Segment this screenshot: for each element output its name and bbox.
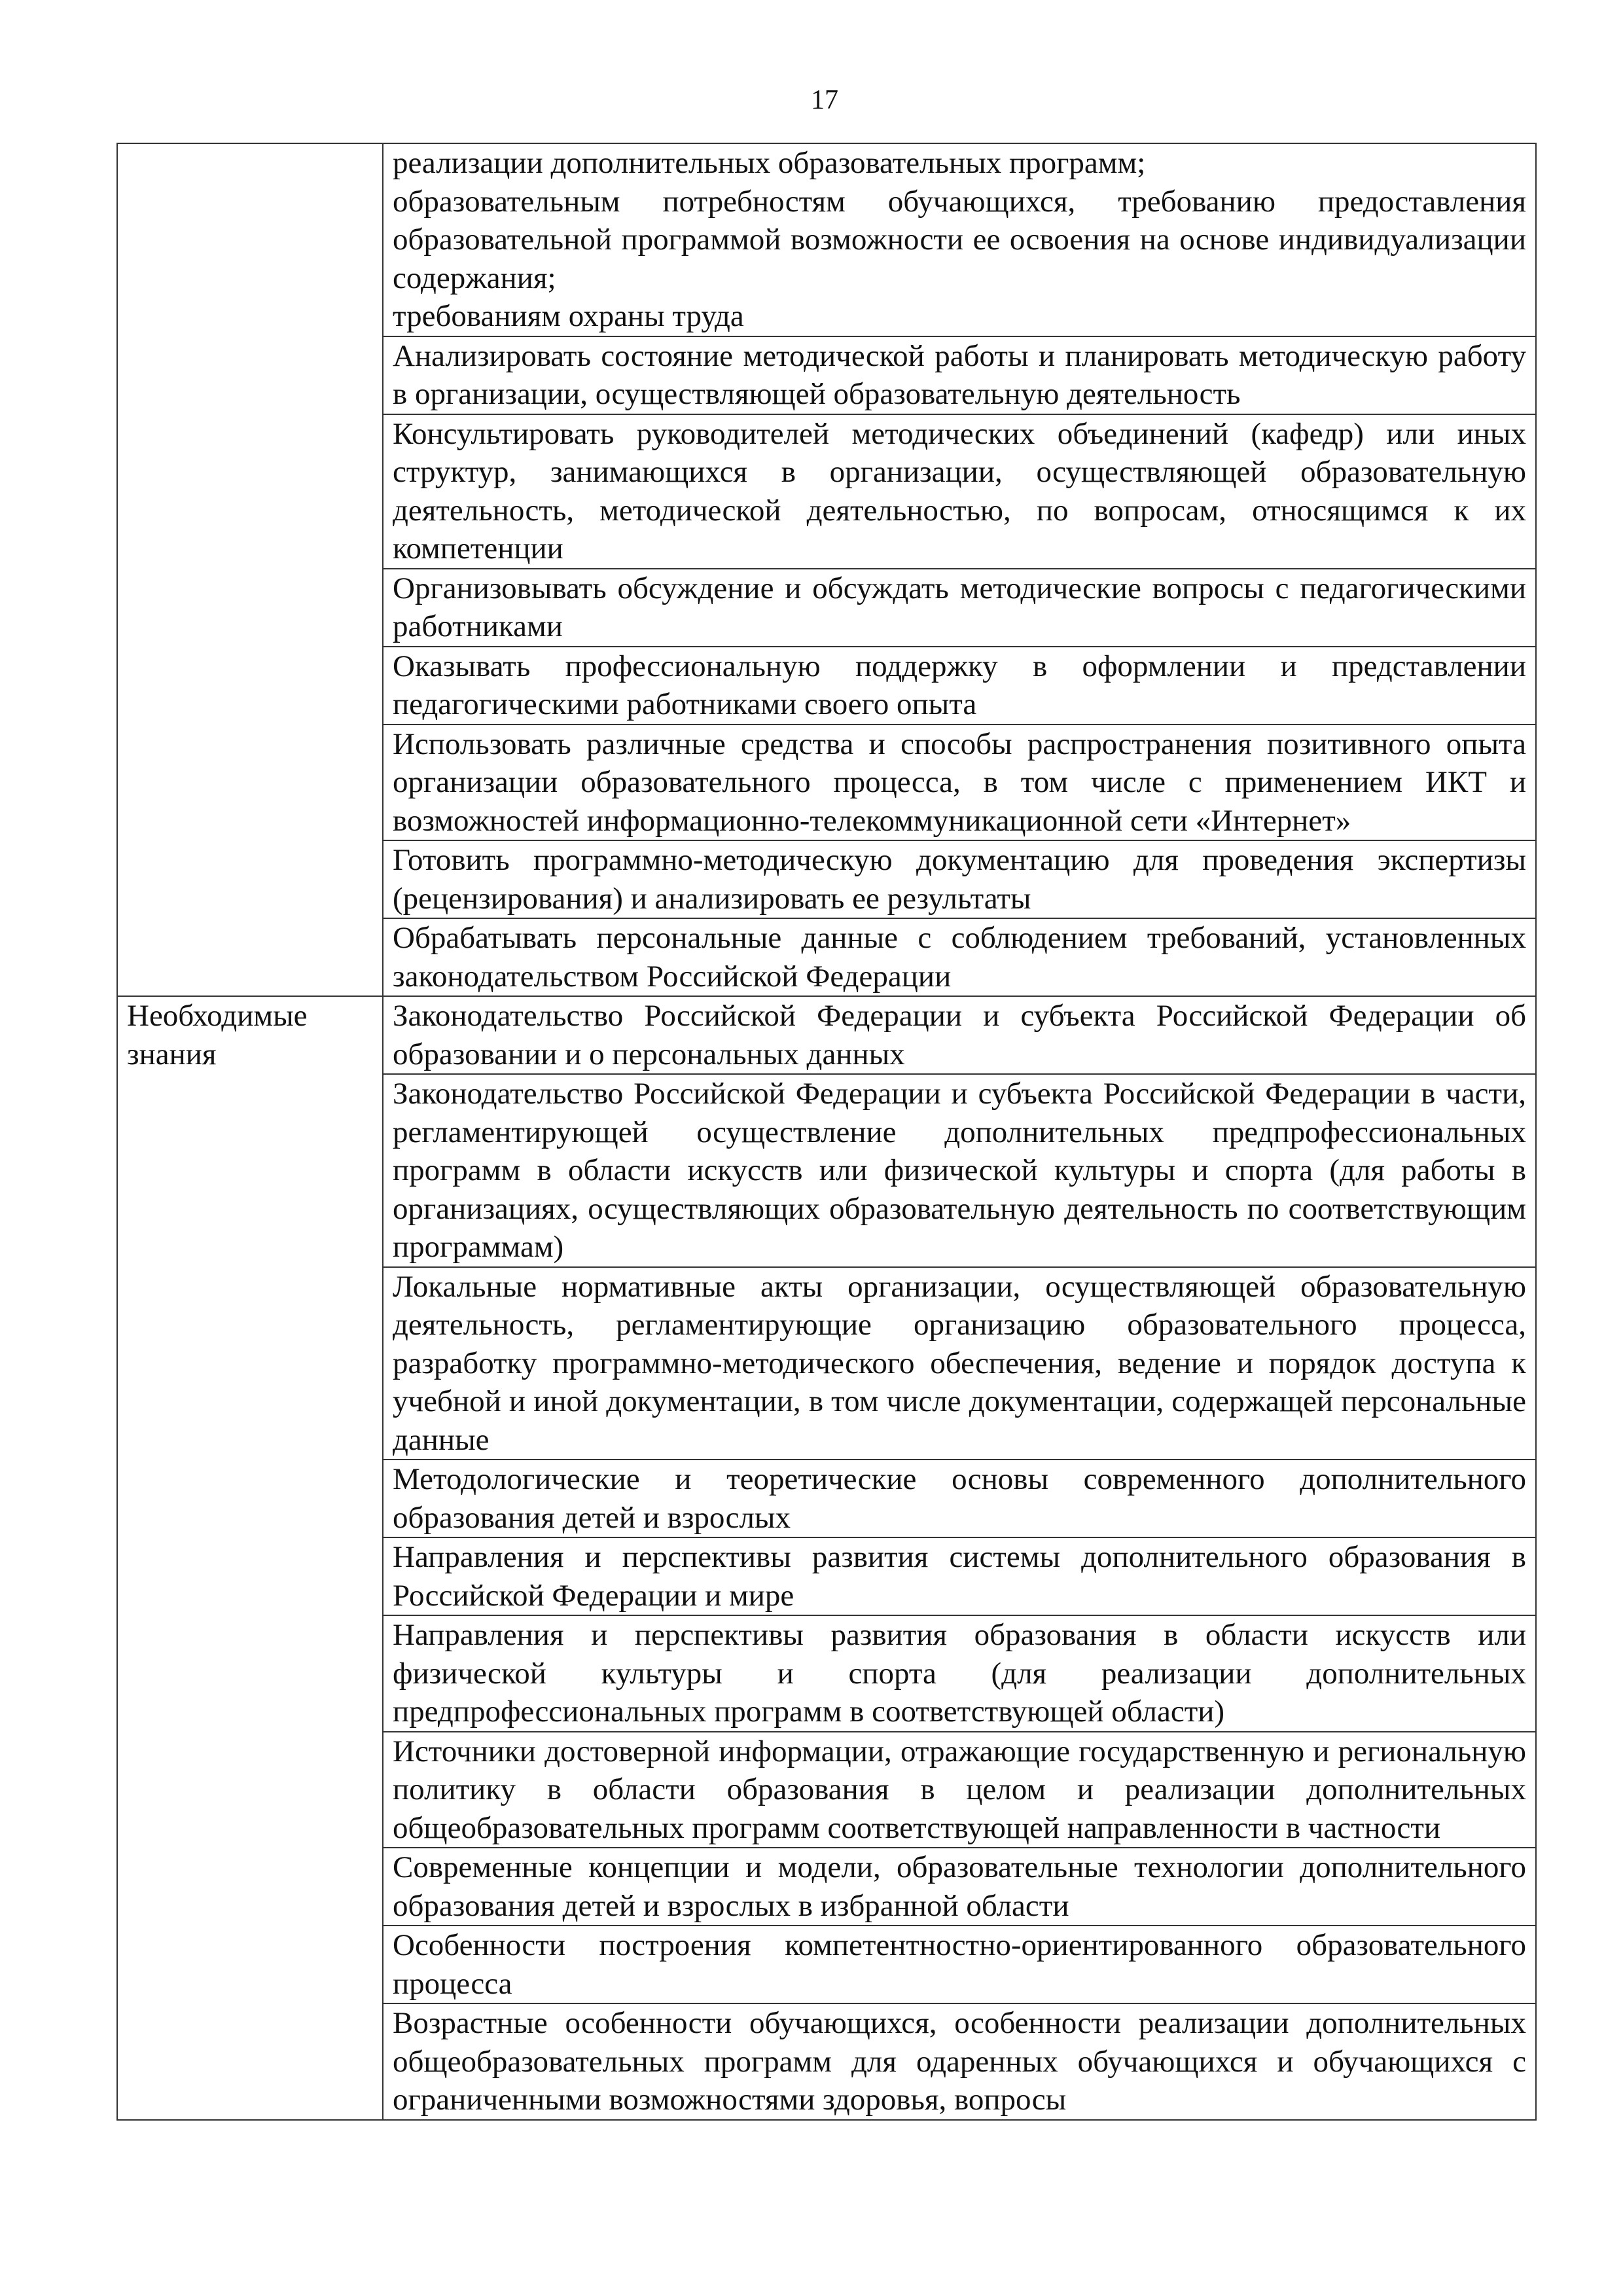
table-cell: [383, 336, 1536, 414]
cell-paragraph: требованиям охраны труда: [393, 299, 744, 333]
cell-paragraph: Возрастные особенности обучающихся, особенности реализации дополнительных общеобразовательных программ для одаренных обучающихся и обучающихся с ограниченными возможностями здоровья, вопросы: [393, 2006, 1526, 2117]
table-cell: [383, 143, 1536, 336]
table-row: [117, 143, 1536, 336]
cell-paragraph: образовательным потребностям обучающихся, требованию предоставления образовательной программой возможности ее освоения на основе индивидуализации содержания;: [393, 184, 1526, 295]
cell-paragraph: Анализировать состояние методической работы и планировать методическую работу в организации, осуществляющей образовательную деятельность: [393, 338, 1526, 411]
cell-paragraph: Законодательство Российской Федерации и субъекта Российской Федерации об образовании и о персональных данных: [393, 999, 1526, 1071]
table-cell: [383, 725, 1536, 841]
cell-paragraph: Направления и перспективы развития образования в области искусств или физической культуры и спорта (для реализации дополнительных предпрофессиональных программ в соответствующей области): [393, 1618, 1526, 1729]
table-cell: [383, 1460, 1536, 1537]
cell-paragraph: Источники достоверной информации, отражающие государственную и региональную политику в области образования в целом и реализации дополнительных общеобразовательных программ соответствующей направленности в частности: [393, 1734, 1526, 1845]
table-cell: [383, 996, 1536, 1074]
table-cell: [383, 1615, 1536, 1732]
section-label: [117, 143, 383, 996]
cell-paragraph: Современные концепции и модели, образовательные технологии дополнительного образования детей и взрослых в избранной области: [393, 1850, 1526, 1923]
cell-paragraph: Оказывать профессиональную поддержку в оформлении и представлении педагогическими работниками своего опыта: [393, 649, 1526, 721]
cell-paragraph: Особенности построения компетентностно-ориентированного образовательного процесса: [393, 1928, 1526, 2001]
table-cell: [383, 414, 1536, 569]
cell-paragraph: Консультировать руководителей методических объединений (кафедр) или иных структур, занимающихся в организации, осуществляющей образовательную деятельность, методической деятельностью, по вопросам, относящимся к их компетенции: [393, 416, 1526, 565]
table-cell: [383, 1267, 1536, 1460]
cell-paragraph: Использовать различные средства и способы распространения позитивного опыта организации образовательного процесса, в том числе с применением ИКТ и возможностей информационно-телекоммуникационной сети «Интернет»: [393, 726, 1526, 838]
requirements-table: [116, 143, 1537, 2121]
table-cell: [383, 1926, 1536, 2003]
table-cell: [383, 569, 1536, 647]
table-cell: [383, 918, 1536, 996]
cell-paragraph: Направления и перспективы развития системы дополнительного образования в Российской Федерации и мире: [393, 1540, 1526, 1613]
cell-paragraph: Законодательство Российской Федерации и субъекта Российской Федерации в части, регламентирующей осуществление дополнительных предпрофессиональных программ в области искусств или физической культуры и спорта (для работы в организациях, осуществляющих образовательную деятельность по соответствующим программам): [393, 1077, 1526, 1264]
table-row: [117, 996, 1536, 1074]
page-number: 17: [811, 85, 838, 115]
cell-paragraph: Готовить программно-методическую документацию для проведения экспертизы (рецензирования) и анализировать ее результаты: [393, 843, 1526, 916]
section-label: Необходимые знания: [117, 996, 383, 2120]
table-cell: [383, 2003, 1536, 2120]
table-cell: [383, 1074, 1536, 1267]
cell-paragraph: реализации дополнительных образовательных программ;: [393, 146, 1146, 180]
cell-paragraph: Организовывать обсуждение и обсуждать методические вопросы с педагогическими работниками: [393, 571, 1526, 643]
table-cell: [383, 1848, 1536, 1926]
cell-paragraph: Обрабатывать персональные данные с соблюдением требований, установленных законодательством Российской Федерации: [393, 921, 1526, 994]
table-cell: [383, 647, 1536, 725]
table-cell: [383, 840, 1536, 918]
cell-paragraph: Методологические и теоретические основы современного дополнительного образования детей и взрослых: [393, 1462, 1526, 1535]
table-cell: [383, 1537, 1536, 1615]
cell-paragraph: Локальные нормативные акты организации, осуществляющей образовательную деятельность, регламентирующие организацию образовательного процесса, разработку программно-методического обеспечения, ведение и порядок доступа к учебной и иной документации, в том числе документации, содержащей персональные данные: [393, 1269, 1526, 1457]
table-cell: [383, 1732, 1536, 1848]
